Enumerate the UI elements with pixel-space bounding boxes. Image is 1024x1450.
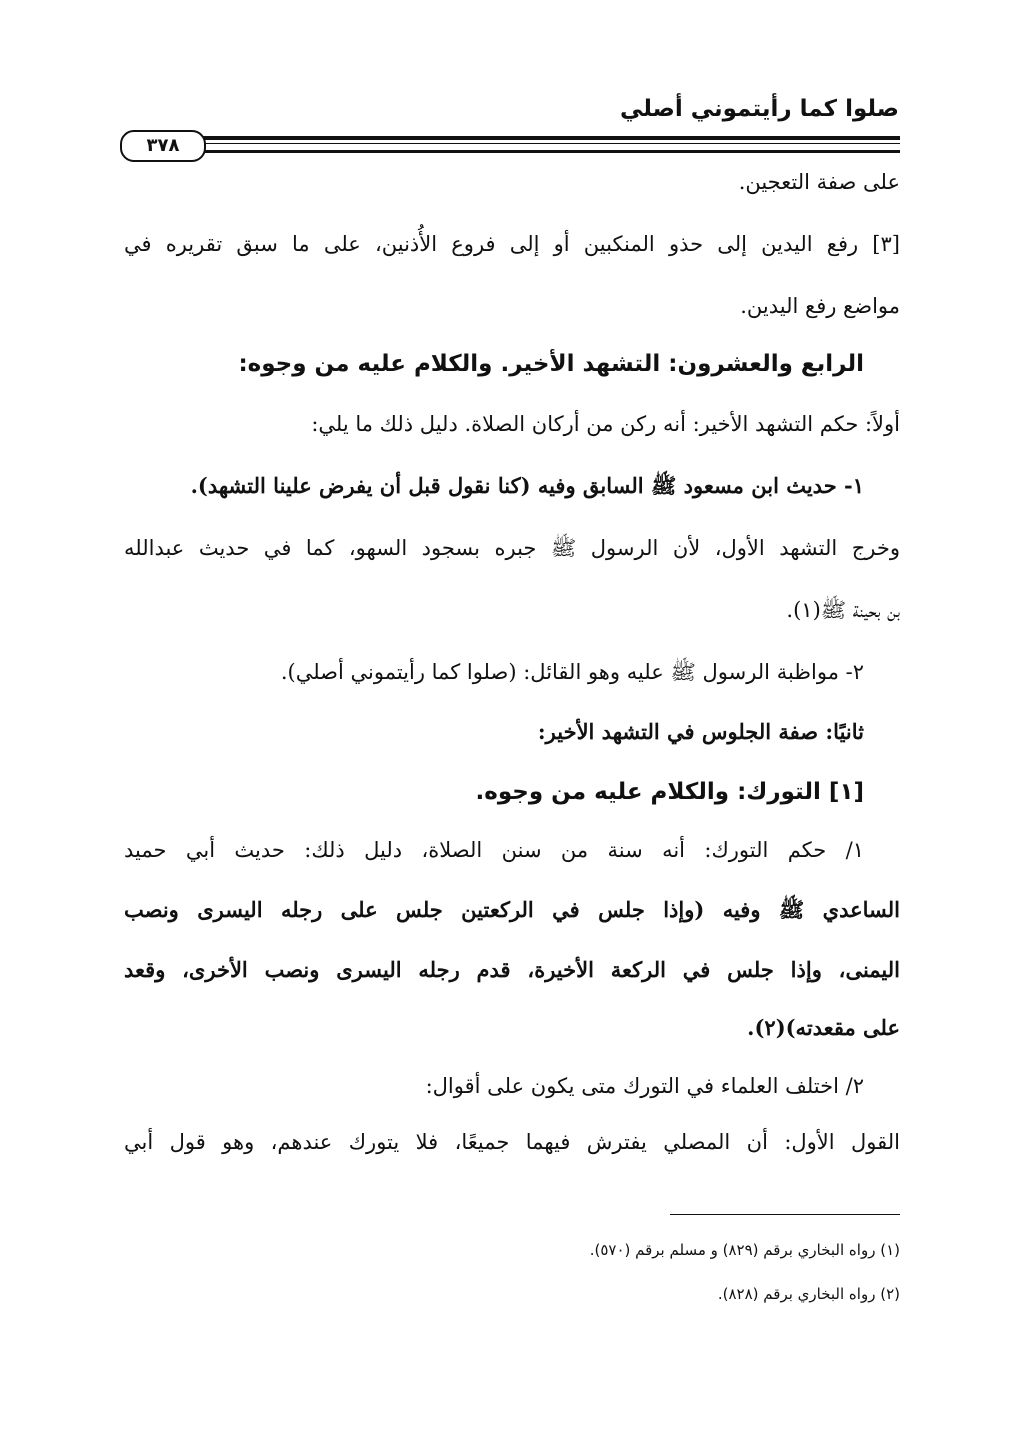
text-line-13: الساعدي ﷺ وفيه (وإذا جلس في الركعتين جلس على رجله اليسرى ونصب — [124, 897, 900, 922]
text-line-2: [٣] رفع اليدين إلى حذو المنكبين أو إلى فروع الأُذنين، على ما سبق تقريره في — [124, 232, 900, 256]
text-line-12: ١/ حكم التورك: أنه سنة من سنن الصلاة، دليل ذلك: حديث أبي حميد — [124, 838, 864, 862]
text-line-5: أولاً: حكم التشهد الأخير: أنه ركن من أركان الصلاة. دليل ذلك ما يلي: — [311, 412, 900, 436]
footnote-1: (١) رواه البخاري برقم (٨٢٩) و مسلم برقم (٥٧٠). — [589, 1241, 900, 1259]
running-title: صلوا كما رأيتموني أصلي — [619, 96, 899, 122]
header-rule-thin — [124, 143, 900, 144]
text-line-15: على مقعدته)(٢). — [747, 1015, 900, 1040]
section-heading: الرابع والعشرون: التشهد الأخير. والكلام عليه من وجوه: — [238, 351, 864, 377]
footnote-separator — [670, 1214, 900, 1215]
text-line-16: ٢/ اختلف العلماء في التورك متى يكون على أقوال: — [425, 1074, 864, 1098]
text-line-7: وخرج التشهد الأول، لأن الرسول ﷺ جبره بسجود السهو، كما في حديث عبدالله — [124, 536, 900, 560]
subheading-second: ثانيًا: صفة الجلوس في التشهد الأخير: — [537, 719, 864, 744]
footnote-2: (٢) رواه البخاري برقم (٨٢٨). — [717, 1285, 900, 1303]
text-line-6: ١- حديث ابن مسعود ﷺ السابق وفيه (كنا نقول قبل أن يفرض علينا التشهد). — [190, 473, 864, 498]
text-line-14: اليمنى، وإذا جلس في الركعة الأخيرة، قدم رجله اليسرى ونصب الأخرى، وقعد — [124, 957, 900, 982]
header-rule-thick — [124, 136, 900, 140]
text-line-9: ٢- مواظبة الرسول ﷺ عليه وهو القائل: (صلوا كما رأيتموني أصلي). — [280, 660, 864, 684]
text-line-3: مواضع رفع اليدين. — [740, 294, 900, 318]
subheading-tawarruk: [١] التورك: والكلام عليه من وجوه. — [475, 779, 864, 805]
text-line-8: بن بحينة ﷺ(١). — [786, 598, 900, 622]
text-line-1: على صفة التعجين. — [738, 170, 900, 194]
header-rule-bottom — [124, 150, 900, 153]
text-line-17: القول الأول: أن المصلي يفترش فيهما جميعًا، فلا يتورك عندهم، وهو قول أبي — [124, 1130, 900, 1154]
page-number: ٣٧٨ — [120, 130, 206, 162]
